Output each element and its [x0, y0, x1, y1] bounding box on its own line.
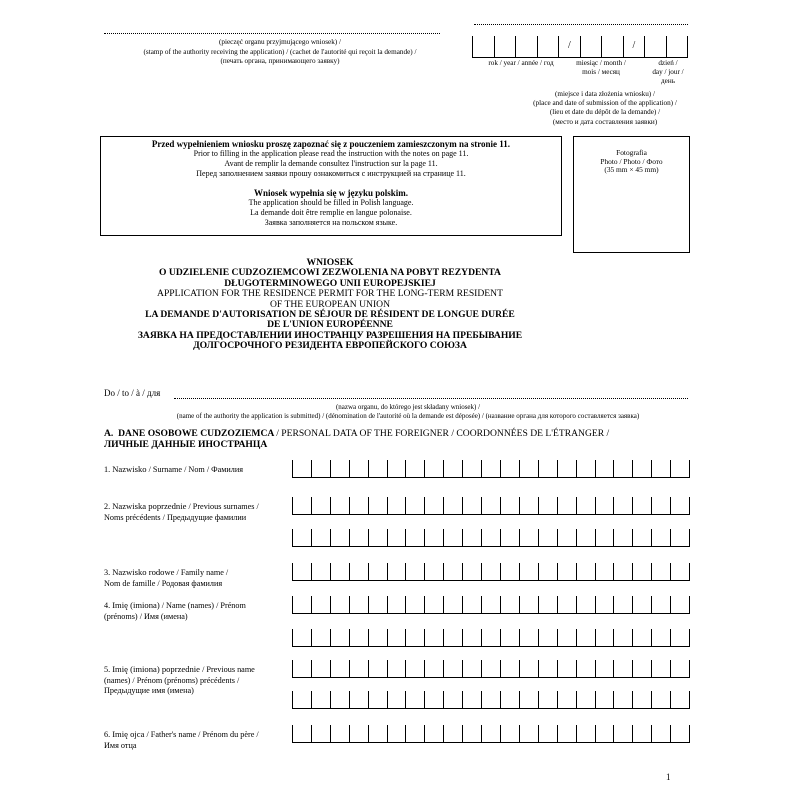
letter-box[interactable] [462, 691, 481, 709]
letter-box[interactable] [349, 563, 368, 581]
letter-box[interactable] [387, 460, 406, 478]
letter-box[interactable] [632, 596, 651, 614]
letter-box[interactable] [481, 691, 500, 709]
letter-box[interactable] [349, 497, 368, 515]
letter-box[interactable] [462, 529, 481, 547]
letter-box[interactable] [443, 725, 462, 743]
section-a-title-rest: / PERSONAL DATA OF THE FOREIGNER / COORDONNÉES DE L'ÉTRANGER / [276, 428, 610, 439]
letter-box[interactable] [632, 660, 651, 678]
date-dotted-line [474, 24, 688, 25]
year-digit-4[interactable] [537, 36, 559, 58]
letter-box[interactable] [292, 563, 311, 581]
field-number: 3. [104, 568, 111, 577]
date-separator: / [568, 40, 571, 51]
letter-box[interactable] [311, 497, 330, 515]
day-digit-2[interactable] [666, 36, 689, 58]
letter-box[interactable] [613, 596, 632, 614]
place-date-ru: (место и дата составления заявки) [552, 117, 658, 126]
letter-box[interactable] [481, 497, 500, 515]
letter-box[interactable] [405, 691, 424, 709]
letter-box[interactable] [613, 563, 632, 581]
letter-box[interactable] [613, 629, 632, 647]
place-date-caption [440, 90, 770, 127]
letter-box[interactable] [405, 529, 424, 547]
letter-box[interactable] [557, 725, 576, 743]
letter-box[interactable] [330, 529, 349, 547]
title-ru-1: ЗАЯВКА НА ПРЕДОСТАВЛЕНИИ ИНОСТРАНЦУ РАЗРЕШЕНИЯ НА ПРЕБЫВАНИЕ [137, 329, 523, 341]
field-number: 2. [104, 502, 111, 511]
stamp-caption-en-fr: (stamp of the authority receiving the application) / (cachet de l'autorité qui reçoit la demande) / [143, 47, 417, 56]
letter-box[interactable] [632, 563, 651, 581]
name-input-grid-2[interactable] [292, 629, 690, 647]
letter-box[interactable] [424, 529, 443, 547]
letter-box[interactable] [670, 529, 690, 547]
letter-box[interactable] [368, 660, 387, 678]
previous-surnames-input-grid-2[interactable] [292, 529, 690, 547]
letter-box[interactable] [462, 660, 481, 678]
letter-box[interactable] [538, 596, 557, 614]
letter-box[interactable] [519, 691, 538, 709]
letter-box[interactable] [519, 725, 538, 743]
letter-box[interactable] [311, 691, 330, 709]
field-previous-name-label [104, 664, 294, 697]
section-a-heading [104, 428, 724, 450]
day-label-line: dzień / [658, 59, 678, 67]
letter-box[interactable] [651, 460, 670, 478]
letter-box[interactable] [519, 529, 538, 547]
title-pl-2: O UDZIELENIE CUDZOZIEMCOWI ZEZWOLENIA NA POBYT REZYDENTA [159, 267, 501, 279]
field-label-pl: Nazwiska poprzednie [112, 501, 187, 511]
family-name-input-grid[interactable] [292, 563, 690, 581]
letter-box[interactable] [519, 660, 538, 678]
field-label-rest: / Father's name / Prénom du père / [146, 730, 259, 739]
letter-box[interactable] [557, 629, 576, 647]
notice-language-en: The application should be filled in Polish language. [248, 198, 414, 207]
letter-box[interactable] [292, 497, 311, 515]
letter-box[interactable] [595, 596, 614, 614]
title-pl-1: WNIOSEK [306, 257, 354, 268]
field-label-pl: Imię ojca [112, 729, 145, 739]
letter-box[interactable] [613, 691, 632, 709]
title-fr-2: DE L'UNION EUROPÉENNE [267, 319, 393, 331]
letter-box[interactable] [292, 629, 311, 647]
notice-language-fr: La demande doit être remplie en langue polonaise. [250, 208, 412, 217]
authority-caption-rest: (name of the authority the application is submitted) / (dénomination de l'autorité où la demande est déposée) / (название органа для которого составляется заявка) [176, 411, 640, 420]
letter-box[interactable] [292, 460, 311, 478]
letter-box[interactable] [651, 497, 670, 515]
letter-box[interactable] [500, 460, 519, 478]
letter-box[interactable] [632, 725, 651, 743]
letter-box[interactable] [670, 691, 690, 709]
letter-box[interactable] [632, 460, 651, 478]
letter-box[interactable] [595, 725, 614, 743]
letter-box[interactable] [538, 460, 557, 478]
letter-box[interactable] [557, 497, 576, 515]
field-label-rest: Noms précédents / Предыдущие фамилии [104, 512, 247, 522]
letter-box[interactable] [405, 460, 424, 478]
letter-box[interactable] [349, 460, 368, 478]
letter-box[interactable] [557, 691, 576, 709]
letter-box[interactable] [462, 596, 481, 614]
letter-box[interactable] [387, 563, 406, 581]
letter-box[interactable] [443, 596, 462, 614]
letter-box[interactable] [576, 691, 595, 709]
letter-box[interactable] [613, 529, 632, 547]
field-label-rest: Предыдущие имя (имена) [104, 686, 194, 696]
letter-box[interactable] [405, 563, 424, 581]
field-label-rest: / Previous surnames / [188, 502, 259, 511]
field-father-name-label [104, 729, 294, 751]
title-pl-3: DŁUGOTERMINOWEGO UNII EUROPEJSKIEJ [224, 277, 436, 289]
notice-instruction-en: Prior to filling in the application please read the instruction with the notes on page 11. [193, 149, 469, 158]
letter-box[interactable] [557, 460, 576, 478]
letter-box[interactable] [595, 691, 614, 709]
letter-box[interactable] [481, 460, 500, 478]
letter-box[interactable] [576, 660, 595, 678]
authority-caption-pl: (nazwa organu, do którego jest składany wniosek) / [335, 403, 481, 411]
notice-language-ru: Заявка заполняется на польском языке. [264, 218, 398, 227]
letter-box[interactable] [368, 691, 387, 709]
letter-box[interactable] [292, 725, 311, 743]
letter-box[interactable] [595, 529, 614, 547]
previous-name-input-grid[interactable] [292, 660, 690, 678]
letter-box[interactable] [538, 691, 557, 709]
stamp-caption-pl: (pieczęć organu przyjmującego wniosek) / [218, 38, 341, 46]
father-name-input-grid[interactable] [292, 725, 690, 743]
notice-instruction-fr: Avant de remplir la demande consultez l'instruction sur la page 11. [224, 159, 438, 168]
letter-box[interactable] [443, 660, 462, 678]
instruction-notice-box [100, 136, 562, 236]
photo-size: (35 mm × 45 mm) [604, 165, 659, 175]
letter-box[interactable] [576, 629, 595, 647]
page-number: 1 [666, 772, 671, 782]
letter-box[interactable] [481, 596, 500, 614]
letter-box[interactable] [424, 596, 443, 614]
letter-box[interactable] [405, 629, 424, 647]
month-digit-1[interactable] [580, 36, 602, 58]
letter-box[interactable] [311, 629, 330, 647]
letter-box[interactable] [576, 596, 595, 614]
letter-box[interactable] [500, 497, 519, 515]
field-label-rest: / Name (names) / Prénom [161, 601, 246, 610]
letter-box[interactable] [613, 660, 632, 678]
letter-box[interactable] [424, 660, 443, 678]
letter-box[interactable] [424, 629, 443, 647]
field-name-label [104, 600, 294, 622]
authority-caption [118, 403, 698, 420]
date-separator: / [632, 40, 636, 51]
field-label-rest: (prénoms) / Имя (имена) [104, 611, 188, 621]
letter-box[interactable] [519, 596, 538, 614]
letter-box[interactable] [405, 596, 424, 614]
letter-box[interactable] [651, 529, 670, 547]
field-label-pl: Nazwisko rodowe [112, 567, 175, 577]
letter-box[interactable] [368, 629, 387, 647]
letter-box[interactable] [462, 563, 481, 581]
letter-box[interactable] [292, 691, 311, 709]
date-separator-cell [558, 36, 580, 58]
letter-box[interactable] [519, 497, 538, 515]
day-label-line: day / jour / [652, 68, 684, 76]
photo-subtitle: Photo / Photo / Фото [600, 156, 663, 166]
letter-box[interactable] [330, 497, 349, 515]
letter-box[interactable] [330, 629, 349, 647]
letter-box[interactable] [670, 660, 690, 678]
place-date-fr: (lieu et date du dépôt de la demande) / [549, 108, 661, 117]
day-digit-1[interactable] [644, 36, 666, 58]
letter-box[interactable] [387, 660, 406, 678]
previous-name-input-grid-2[interactable] [292, 691, 690, 709]
letter-box[interactable] [632, 529, 651, 547]
letter-box[interactable] [443, 629, 462, 647]
month-label [566, 59, 636, 77]
letter-box[interactable] [330, 691, 349, 709]
letter-box[interactable] [576, 529, 595, 547]
letter-box[interactable] [651, 629, 670, 647]
field-label-pl: Nazwisko [112, 464, 147, 474]
letter-box[interactable] [670, 497, 690, 515]
letter-box[interactable] [500, 563, 519, 581]
notice-instruction-ru: Перед заполнением заявки прошу ознакомиться с инструкцией на странице 11. [196, 169, 466, 178]
field-family-name-label [104, 567, 294, 589]
letter-box[interactable] [349, 660, 368, 678]
letter-box[interactable] [651, 691, 670, 709]
letter-box[interactable] [349, 725, 368, 743]
letter-box[interactable] [311, 725, 330, 743]
letter-box[interactable] [424, 691, 443, 709]
title-en-2: OF THE EUROPEAN UNION [269, 298, 390, 310]
field-label-rest: / Surname / Nom / Фамилия [148, 465, 244, 474]
year-digit-2[interactable] [494, 36, 516, 58]
notice-language-pl: Wniosek wypełnia się w języku polskim. [253, 188, 409, 198]
letter-box[interactable] [368, 460, 387, 478]
year-digit-1[interactable] [472, 36, 494, 58]
letter-box[interactable] [595, 460, 614, 478]
letter-box[interactable] [387, 629, 406, 647]
letter-box[interactable] [481, 563, 500, 581]
field-label-rest: / Family name / [176, 568, 229, 577]
letter-box[interactable] [538, 497, 557, 515]
letter-box[interactable] [349, 691, 368, 709]
field-number: 1. [104, 465, 111, 474]
letter-box[interactable] [519, 460, 538, 478]
letter-box[interactable] [349, 529, 368, 547]
letter-box[interactable] [405, 725, 424, 743]
field-label-rest: / Previous name [202, 665, 255, 674]
letter-box[interactable] [292, 660, 311, 678]
letter-box[interactable] [481, 660, 500, 678]
photo-box[interactable] [573, 136, 690, 253]
field-label-pl: Imię (imiona) [112, 600, 160, 610]
title-ru-2: ДОЛГОСРОЧНОГО РЕЗИДЕНТА ЕВРОПЕЙСКОГО СОЮЗА [193, 340, 467, 352]
letter-box[interactable] [424, 460, 443, 478]
field-label-rest: Имя отца [104, 740, 137, 750]
year-digit-3[interactable] [515, 36, 537, 58]
year-label: rok / year / année / год [488, 59, 554, 67]
letter-box[interactable] [481, 725, 500, 743]
letter-box[interactable] [538, 529, 557, 547]
letter-box[interactable] [481, 529, 500, 547]
letter-box[interactable] [632, 629, 651, 647]
letter-box[interactable] [632, 691, 651, 709]
place-date-en: (place and date of submission of the application) / [533, 99, 677, 108]
letter-box[interactable] [576, 460, 595, 478]
section-a-title-ru: ЛИЧНЫЕ ДАННЫЕ ИНОСТРАНЦА [104, 439, 268, 450]
field-label-pl: Imię (imiona) poprzednie [112, 664, 201, 674]
stamp-caption-ru: (печать органа, принимающего заявку) [220, 57, 340, 66]
date-separator-cell [623, 36, 645, 58]
letter-box[interactable] [330, 596, 349, 614]
field-label-rest: Nom de famille / Родовая фамилия [104, 578, 223, 588]
letter-box[interactable] [387, 596, 406, 614]
letter-box[interactable] [387, 497, 406, 515]
letter-box[interactable] [595, 660, 614, 678]
letter-box[interactable] [311, 460, 330, 478]
letter-box[interactable] [651, 596, 670, 614]
day-label-line: день [661, 77, 675, 85]
letter-box[interactable] [311, 529, 330, 547]
letter-box[interactable] [443, 497, 462, 515]
letter-box[interactable] [330, 460, 349, 478]
letter-box[interactable] [500, 529, 519, 547]
letter-box[interactable] [538, 660, 557, 678]
letter-box[interactable] [595, 563, 614, 581]
letter-box[interactable] [613, 460, 632, 478]
title-fr-1: LA DEMANDE D'AUTORISATION DE SÉJOUR DE RÉSIDENT DE LONGUE DURÉE [145, 309, 515, 321]
letter-box[interactable] [311, 660, 330, 678]
stamp-caption [100, 38, 460, 67]
letter-box[interactable] [670, 725, 690, 743]
field-number: 6. [104, 730, 111, 739]
letter-box[interactable] [613, 725, 632, 743]
previous-surnames-input-grid[interactable] [292, 497, 690, 515]
letter-box[interactable] [424, 497, 443, 515]
application-title [110, 258, 550, 352]
month-digit-2[interactable] [601, 36, 623, 58]
letter-box[interactable] [368, 725, 387, 743]
letter-box[interactable] [387, 691, 406, 709]
letter-box[interactable] [500, 629, 519, 647]
letter-box[interactable] [330, 725, 349, 743]
letter-box[interactable] [387, 529, 406, 547]
letter-box[interactable] [538, 629, 557, 647]
title-en-1: APPLICATION FOR THE RESIDENCE PERMIT FOR THE LONG-TERM RESIDENT [157, 288, 503, 300]
day-label [642, 59, 694, 86]
letter-box[interactable] [424, 563, 443, 581]
letter-box[interactable] [670, 596, 690, 614]
field-surname-label [104, 464, 294, 476]
surname-input-grid[interactable] [292, 460, 690, 478]
letter-box[interactable] [500, 691, 519, 709]
letter-box[interactable] [557, 563, 576, 581]
letter-box[interactable] [443, 563, 462, 581]
month-label-line: miesiąc / month / [576, 59, 626, 67]
letter-box[interactable] [405, 660, 424, 678]
letter-box[interactable] [349, 596, 368, 614]
letter-box[interactable] [443, 460, 462, 478]
letter-box[interactable] [651, 725, 670, 743]
letter-box[interactable] [462, 629, 481, 647]
letter-box[interactable] [330, 563, 349, 581]
letter-box[interactable] [651, 660, 670, 678]
letter-box[interactable] [330, 660, 349, 678]
letter-box[interactable] [500, 596, 519, 614]
letter-box[interactable] [500, 660, 519, 678]
name-input-grid[interactable] [292, 596, 690, 614]
letter-box[interactable] [462, 460, 481, 478]
letter-box[interactable] [368, 596, 387, 614]
authority-input-line[interactable] [174, 398, 688, 399]
letter-box[interactable] [538, 563, 557, 581]
field-label-rest: (names) / Prénom (prénoms) précédents / [104, 675, 240, 685]
letter-box[interactable] [595, 629, 614, 647]
letter-box[interactable] [405, 497, 424, 515]
letter-box[interactable] [651, 563, 670, 581]
letter-box[interactable] [368, 529, 387, 547]
section-a-letter: A. [104, 428, 114, 439]
letter-box[interactable] [670, 460, 690, 478]
letter-box[interactable] [576, 725, 595, 743]
letter-box[interactable] [387, 725, 406, 743]
letter-box[interactable] [670, 629, 690, 647]
letter-box[interactable] [557, 660, 576, 678]
field-number: 5. [104, 665, 111, 674]
photo-title: Fotografia [616, 148, 647, 157]
section-a-title-pl: DANE OSOBOWE CUDZOZIEMCA [118, 428, 274, 439]
letter-box[interactable] [557, 529, 576, 547]
letter-box[interactable] [519, 563, 538, 581]
letter-box[interactable] [519, 629, 538, 647]
letter-box[interactable] [311, 596, 330, 614]
letter-box[interactable] [424, 725, 443, 743]
field-previous-surnames-label [104, 501, 294, 523]
field-number: 4. [104, 601, 111, 610]
letter-box[interactable] [368, 563, 387, 581]
letter-box[interactable] [613, 497, 632, 515]
letter-box[interactable] [576, 497, 595, 515]
letter-box[interactable] [632, 497, 651, 515]
letter-box[interactable] [292, 596, 311, 614]
notice-instruction-pl: Przed wypełnieniem wniosku proszę zapoznać się z pouczeniem zamieszczonym na stronie 11. [151, 139, 511, 149]
authority-prefix: Do / to / à / для [104, 388, 161, 398]
letter-box[interactable] [368, 497, 387, 515]
submission-date-boxes[interactable] [472, 36, 688, 58]
letter-box[interactable] [311, 563, 330, 581]
letter-box[interactable] [557, 596, 576, 614]
letter-box[interactable] [462, 497, 481, 515]
letter-box[interactable] [595, 497, 614, 515]
letter-box[interactable] [462, 725, 481, 743]
letter-box[interactable] [292, 529, 311, 547]
letter-box[interactable] [500, 725, 519, 743]
letter-box[interactable] [349, 629, 368, 647]
letter-box[interactable] [670, 563, 690, 581]
place-date-pl: (miejsce i data złożenia wniosku) / [555, 90, 655, 98]
letter-box[interactable] [443, 529, 462, 547]
letter-box[interactable] [538, 725, 557, 743]
letter-box[interactable] [576, 563, 595, 581]
month-label-line: mois / месяц [582, 68, 620, 76]
stamp-dotted-line [104, 33, 440, 34]
letter-box[interactable] [481, 629, 500, 647]
letter-box[interactable] [443, 691, 462, 709]
